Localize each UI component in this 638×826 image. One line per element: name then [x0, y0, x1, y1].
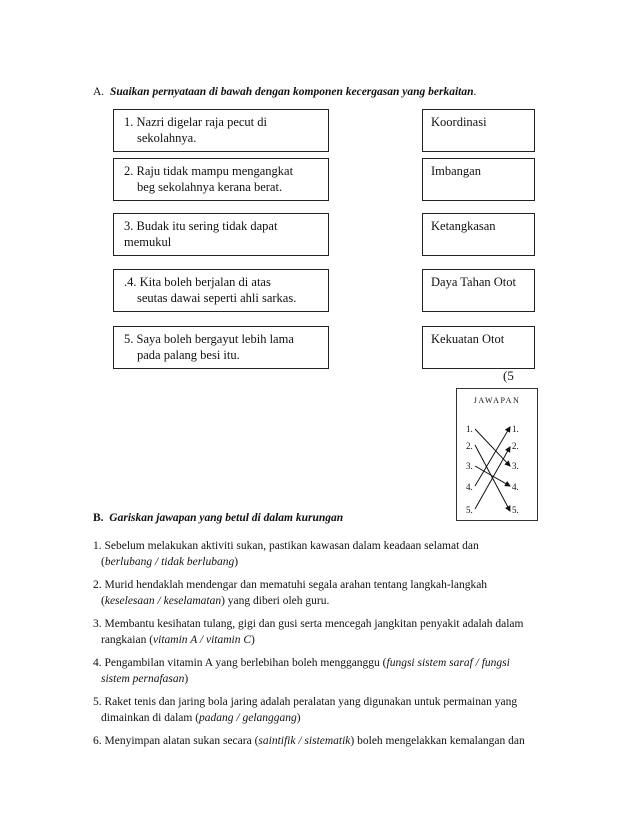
question-options-line — [93, 593, 543, 609]
question-text: 4. Pengambilan vitamin A yang berlebihan boleh mengganggu ( — [93, 657, 387, 669]
question-text: 3. Membantu kesihatan tulang, gigi dan gusi serta mencegah jangkitan penyakit adalah dalam — [93, 618, 524, 630]
answer-key-lines — [457, 389, 539, 522]
answer-key-title: JAWAPAN — [473, 396, 521, 405]
answer-key-left-num: 4. — [466, 482, 473, 492]
statement-box-4 — [113, 269, 329, 312]
component-box-2 — [422, 158, 535, 201]
section-b-label: B. — [93, 512, 104, 524]
answer-options[interactable]: saintifik / sistematik — [258, 735, 351, 747]
statement-line: memukul — [124, 235, 172, 249]
statement-line: 3. Budak itu sering tidak dapat — [124, 219, 278, 233]
statement-line: 1. Nazri digelar raja pecut di — [124, 115, 267, 129]
answer-options[interactable]: sistem pernafasan — [101, 673, 185, 685]
section-a-instruction: Suaikan pernyataan di bawah dengan komponen kecergasan yang berkaitan — [109, 86, 474, 98]
statement-box-1 — [113, 109, 329, 152]
question-options-line — [93, 632, 543, 648]
question-options-line — [93, 671, 543, 687]
answer-options[interactable]: fungsi sistem saraf / fungsi — [386, 657, 510, 669]
question-2 — [93, 577, 543, 609]
answer-key-left-num: 5. — [466, 505, 473, 515]
question-text: dimainkan di dalam ( — [101, 712, 200, 724]
section-a-label: A. — [93, 86, 105, 98]
question-text: ) — [296, 712, 301, 724]
answer-key-left-num: 1. — [466, 424, 473, 434]
question-text: ) — [234, 556, 239, 568]
statement-line: 5. Saya boleh bergayut lebih lama — [124, 332, 294, 346]
component-box-5 — [422, 326, 535, 369]
component-label: Kekuatan Otot — [431, 332, 505, 346]
answer-key-left-num: 2. — [466, 441, 473, 451]
section-b-instruction: Gariskan jawapan yang betul di dalam kurungan — [109, 512, 344, 524]
question-text: rangkaian ( — [101, 634, 154, 646]
answer-key-right-num: 2. — [512, 441, 519, 451]
question-text: 5. Raket tenis dan jaring bola jaring adalah peralatan yang digunakan untuk permainan yang — [93, 696, 518, 708]
question-text: ) — [251, 634, 255, 646]
statement-box-2 — [113, 158, 329, 201]
answer-key-right-num: 1. — [512, 424, 519, 434]
answer-key-right-num: 3. — [512, 461, 519, 471]
question-5 — [93, 694, 543, 726]
question-text: ( — [101, 556, 105, 568]
question-text: ) yang diberi oleh guru. — [221, 595, 330, 607]
answer-options[interactable]: keselesaan / keselamatan — [104, 595, 222, 607]
component-box-3 — [422, 213, 535, 256]
statement-line: sekolahnya. — [137, 131, 197, 145]
component-box-1 — [422, 109, 535, 152]
section-b-heading — [93, 512, 343, 524]
component-label: Daya Tahan Otot — [431, 275, 516, 289]
answer-key-right-num: 5. — [512, 505, 519, 515]
answer-options[interactable]: berlubang / tidak berlubang — [104, 556, 235, 568]
question-text: ( — [101, 595, 105, 607]
statement-box-3 — [113, 213, 329, 256]
question-text: ) — [184, 673, 189, 685]
question-options-line — [93, 554, 543, 570]
component-box-4 — [422, 269, 535, 312]
statement-line: pada palang besi itu. — [137, 348, 240, 362]
question-text: 1. Sebelum melakukan aktiviti sukan, pastikan kawasan dalam keadaan selamat dan — [93, 540, 479, 552]
question-text: 6. Menyimpan alatan sukan secara ( — [93, 735, 259, 747]
question-text: 2. Murid hendaklah mendengar dan mematuhi segala arahan tentang langkah-langkah — [93, 579, 488, 591]
section-a-heading — [93, 86, 476, 98]
statement-line: seutas dawai seperti ahli sarkas. — [137, 291, 297, 305]
answer-options[interactable]: vitamin A / vitamin C — [153, 634, 252, 646]
component-label: Ketangkasan — [431, 219, 496, 233]
question-6 — [93, 733, 553, 749]
component-label: Imbangan — [431, 164, 481, 178]
answer-options[interactable]: padang / gelanggang — [199, 712, 297, 724]
question-4 — [93, 655, 543, 687]
statement-line: 2. Raju tidak mampu mengangkat — [124, 164, 294, 178]
score-marks: (5 — [503, 368, 514, 383]
section-a-trail: . — [473, 86, 477, 98]
statement-line: beg sekolahnya kerana berat. — [137, 180, 283, 194]
question-options-line — [93, 710, 543, 726]
statement-box-5 — [113, 326, 329, 369]
answer-key-right-num: 4. — [512, 482, 519, 492]
question-1 — [93, 538, 543, 570]
question-3 — [93, 616, 543, 648]
answer-key-box — [456, 388, 538, 521]
question-text: ) boleh mengelakkan kemalangan dan — [350, 735, 525, 747]
statement-line: .4. Kita boleh berjalan di atas — [124, 275, 271, 289]
answer-key-left-num: 3. — [466, 461, 473, 471]
component-label: Koordinasi — [431, 115, 487, 129]
